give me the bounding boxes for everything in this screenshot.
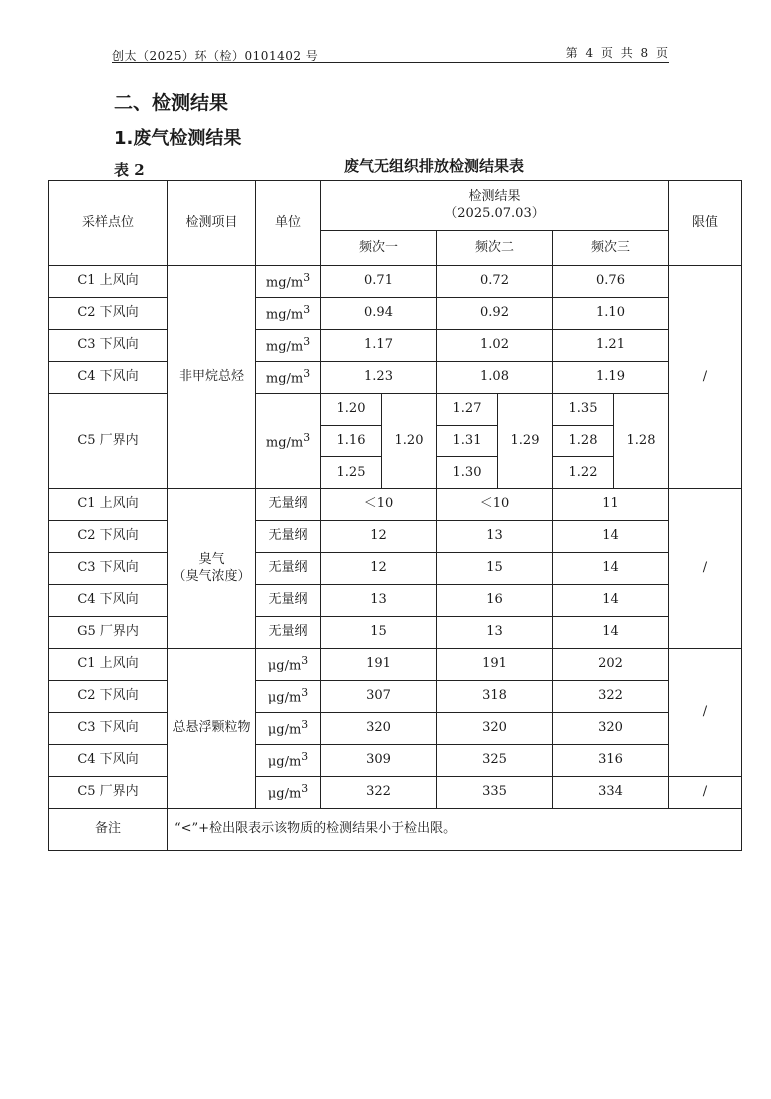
item-odor-line1: 臭气: [198, 552, 225, 568]
unit-cell: $\mu g/m^3$: [256, 681, 321, 713]
value-cell: 0.72: [437, 266, 553, 298]
value-cell: 316: [553, 745, 669, 777]
value-cell: 202: [553, 649, 669, 681]
value-cell: 309: [321, 745, 437, 777]
point-cell: C4 下风向: [49, 362, 168, 394]
unit-cell: 无量纲: [256, 553, 321, 585]
unit-cell: 无量纲: [256, 617, 321, 649]
limit-nmhc: /: [669, 266, 742, 489]
item-odor-line2: （臭气浓度）: [172, 568, 251, 584]
table-label: 表 2: [114, 161, 145, 179]
subsection-title: 1.废气检测结果: [114, 128, 242, 149]
c5-freq2-cell: [437, 394, 553, 489]
point-cell: C1 上风向: [49, 649, 168, 681]
item-tsp: 总悬浮颗粒物: [168, 649, 256, 809]
unit-cell: $\mu g/m^3$: [256, 745, 321, 777]
value-cell: 1.02: [437, 330, 553, 362]
header-freq2: 频次二: [437, 231, 553, 266]
table-row: [49, 298, 742, 330]
c5-f3-sample-1: 1.35: [568, 401, 598, 417]
c5-freq3-cell: [553, 394, 669, 489]
header-row-1: [49, 181, 742, 231]
results-table: [48, 180, 742, 851]
value-cell: 1.19: [553, 362, 669, 394]
value-cell: 1.21: [553, 330, 669, 362]
table-row: [49, 681, 742, 713]
table-row: [49, 553, 742, 585]
unit-cell: 无量纲: [256, 489, 321, 521]
value-cell: 0.76: [553, 266, 669, 298]
point-cell: C4 下风向: [49, 745, 168, 777]
value-cell: 15: [321, 617, 437, 649]
header-limit: 限值: [669, 181, 742, 266]
value-cell: 16: [437, 585, 553, 617]
page-info: 第 4 页 共 8 页: [565, 46, 670, 60]
limit-tsp-group: /: [669, 649, 742, 777]
value-cell: 14: [553, 617, 669, 649]
header-freq3: 频次三: [553, 231, 669, 266]
section-title: 二、检测结果: [114, 92, 229, 114]
value-cell: 322: [321, 777, 437, 809]
value-cell: 14: [553, 585, 669, 617]
c5-freq1-cell: [321, 394, 437, 489]
value-cell: 320: [321, 713, 437, 745]
table-title: 废气无组织排放检测结果表: [344, 157, 525, 175]
c5-f2-sample-2: 1.31: [437, 425, 497, 457]
point-cell: C2 下风向: [49, 521, 168, 553]
table-row: [49, 330, 742, 362]
point-cell: C1 上风向: [49, 266, 168, 298]
c5-f1-sample-3: 1.25: [321, 456, 381, 488]
header-freq1: 频次一: [321, 231, 437, 266]
table-row: [49, 649, 742, 681]
value-cell: 14: [553, 553, 669, 585]
value-cell: 334: [553, 777, 669, 809]
header-unit: 单位: [256, 181, 321, 266]
table-row: [49, 713, 742, 745]
header-result-date: （2025.07.03）: [444, 205, 545, 221]
point-cell: C3 下风向: [49, 553, 168, 585]
value-cell: 15: [437, 553, 553, 585]
value-cell: 307: [321, 681, 437, 713]
unit-cell: 无量纲: [256, 521, 321, 553]
table-row: [49, 777, 742, 809]
c5-f2-sample-1: 1.27: [452, 401, 482, 417]
c5-f3-sample-2: 1.28: [553, 425, 613, 457]
value-cell: 13: [437, 521, 553, 553]
value-cell: 13: [321, 585, 437, 617]
limit-tsp-last: /: [669, 777, 742, 809]
value-cell: 1.08: [437, 362, 553, 394]
value-cell: 1.17: [321, 330, 437, 362]
point-cell: C3 下风向: [49, 330, 168, 362]
item-nmhc: 非甲烷总烃: [168, 266, 256, 489]
point-cell: G5 厂界内: [49, 617, 168, 649]
value-cell: 320: [437, 713, 553, 745]
remarks-row: [49, 809, 742, 851]
header-result-label: 检测结果: [468, 189, 521, 205]
value-cell: 1.10: [553, 298, 669, 330]
point-cell: C2 下风向: [49, 298, 168, 330]
unit-cell: $mg/m^3$: [256, 266, 321, 298]
value-cell: ＜10: [437, 489, 553, 521]
doc-number: 创太（2025）环（检）0101402 号: [112, 49, 319, 63]
value-cell: 191: [321, 649, 437, 681]
c5-f1-sample-2: 1.16: [321, 425, 381, 457]
table-row-c5: [49, 394, 742, 489]
c5-f2-sample-3: 1.30: [437, 456, 497, 488]
header-point: 采样点位: [49, 181, 168, 266]
unit-cell: $\mu g/m^3$: [256, 777, 321, 809]
c5-f1-average: 1.20: [394, 432, 424, 448]
remarks-text: “<”+检出限表示该物质的检测结果小于检出限。: [168, 809, 742, 851]
point-cell: C1 上风向: [49, 489, 168, 521]
header-result: [321, 181, 669, 231]
value-cell: 0.92: [437, 298, 553, 330]
unit-cell: $mg/m^3$: [256, 394, 321, 489]
value-cell: 11: [553, 489, 669, 521]
value-cell: 320: [553, 713, 669, 745]
value-cell: 0.94: [321, 298, 437, 330]
c5-f1-sample-1: 1.20: [336, 401, 366, 417]
table-row: [49, 521, 742, 553]
table-row: [49, 362, 742, 394]
c5-f3-sample-3: 1.22: [553, 456, 613, 488]
table-row: [49, 489, 742, 521]
value-cell: 14: [553, 521, 669, 553]
unit-cell: $mg/m^3$: [256, 330, 321, 362]
value-cell: 335: [437, 777, 553, 809]
point-cell: C5 厂界内: [49, 777, 168, 809]
c5-f2-average: 1.29: [510, 432, 540, 448]
table-row: [49, 266, 742, 298]
unit-cell: $mg/m^3$: [256, 362, 321, 394]
table-row: [49, 745, 742, 777]
point-cell: C3 下风向: [49, 713, 168, 745]
value-cell: 318: [437, 681, 553, 713]
c5-f3-average: 1.28: [626, 432, 656, 448]
value-cell: 12: [321, 521, 437, 553]
value-cell: 1.23: [321, 362, 437, 394]
value-cell: 325: [437, 745, 553, 777]
value-cell: 13: [437, 617, 553, 649]
value-cell: 191: [437, 649, 553, 681]
unit-cell: 无量纲: [256, 585, 321, 617]
unit-cell: $\mu g/m^3$: [256, 713, 321, 745]
value-cell: ＜10: [321, 489, 437, 521]
header-rule: [112, 62, 669, 63]
table-row: [49, 585, 742, 617]
point-cell: C5 厂界内: [49, 394, 168, 489]
header-item: 检测项目: [168, 181, 256, 266]
value-cell: 12: [321, 553, 437, 585]
table-row: [49, 617, 742, 649]
value-cell: 322: [553, 681, 669, 713]
item-odor: [168, 489, 256, 649]
unit-cell: $mg/m^3$: [256, 298, 321, 330]
value-cell: 0.71: [321, 266, 437, 298]
unit-cell: $\mu g/m^3$: [256, 649, 321, 681]
limit-odor: /: [669, 489, 742, 649]
point-cell: C4 下风向: [49, 585, 168, 617]
remarks-label: 备注: [49, 809, 168, 851]
point-cell: C2 下风向: [49, 681, 168, 713]
